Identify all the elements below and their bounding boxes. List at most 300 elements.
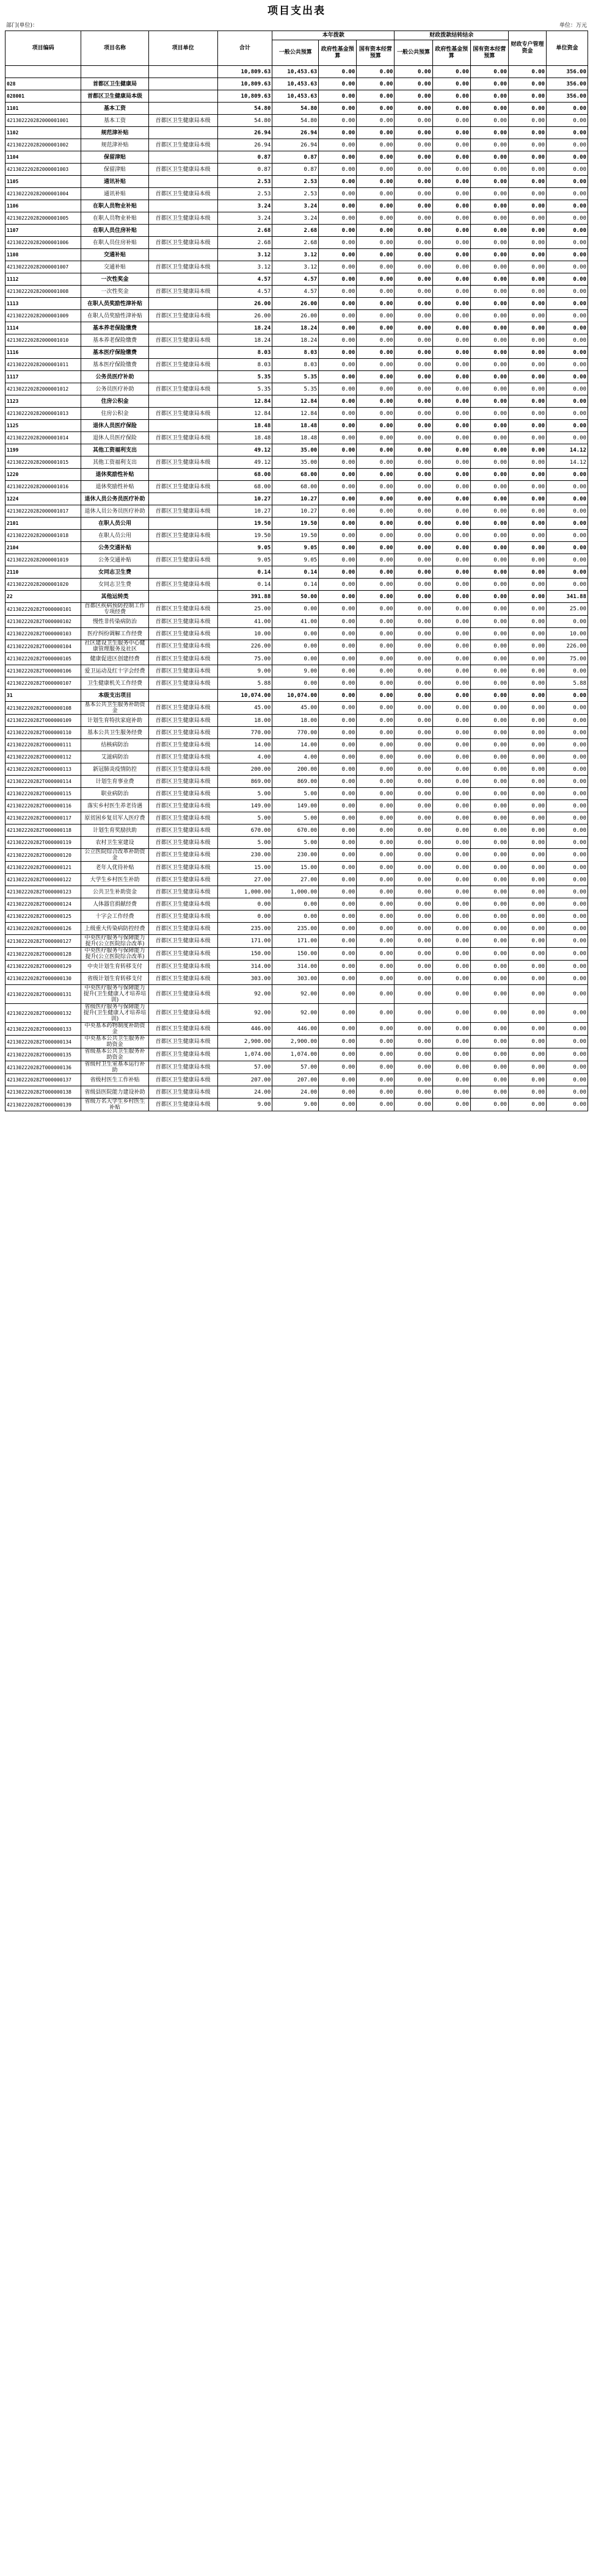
project-unit-cell: 首都区卫生健康局本级 (148, 139, 217, 151)
state-capital-cell: 0.00 (357, 334, 395, 347)
project-name-cell: 健康促进区创建经费 (81, 653, 148, 665)
table-row (5, 824, 588, 837)
project-unit-cell: 首都区卫生健康局本级 (148, 715, 217, 727)
unit-funds-cell: 0.00 (547, 727, 588, 739)
fiscal-special-cell: 0.00 (508, 1086, 546, 1099)
table-row (5, 164, 588, 176)
state-capital-cell: 0.00 (357, 383, 395, 395)
carryover-state-capital-cell: 0.00 (470, 164, 508, 176)
unit-funds-cell: 0.00 (547, 200, 588, 212)
col-c-state-capital-header: 国有资本经营预算 (470, 40, 508, 66)
total-cell: 770.00 (217, 727, 272, 739)
state-capital-cell: 0.00 (357, 212, 395, 225)
carryover-general-cell: 0.00 (395, 237, 432, 249)
project-unit-cell (148, 469, 217, 481)
project-name-cell: 公务员医疗补助 (81, 371, 148, 383)
project-code-cell: 1106 (5, 200, 81, 212)
carryover-general-cell: 0.00 (395, 837, 432, 849)
project-unit-cell (148, 444, 217, 456)
table-row (5, 603, 588, 616)
general-budget-cell: 54.80 (272, 115, 319, 127)
carryover-general-cell: 0.00 (395, 261, 432, 273)
project-name-cell: 退休人员公务员医疗补助 (81, 505, 148, 518)
unit-funds-cell: 0.00 (547, 886, 588, 898)
carryover-state-capital-cell: 0.00 (470, 225, 508, 237)
table-row (5, 1074, 588, 1086)
col-c-gov-fund-header: 政府性基金预算 (432, 40, 470, 66)
general-budget-cell: 68.00 (272, 481, 319, 493)
state-capital-cell: 0.00 (357, 261, 395, 273)
state-capital-cell: 0.00 (357, 188, 395, 200)
project-unit-cell: 首都区卫生健康局本级 (148, 911, 217, 923)
gov-fund-cell: 0.00 (319, 530, 357, 542)
general-budget-cell: 14.00 (272, 739, 319, 751)
col-total-header: 合计 (217, 31, 272, 66)
fiscal-special-cell: 0.00 (508, 347, 546, 359)
project-name-cell: 退休人员公务员医疗补助 (81, 493, 148, 505)
state-capital-cell: 0.00 (357, 911, 395, 923)
state-capital-cell: 0.00 (357, 751, 395, 763)
carryover-state-capital-cell: 0.00 (470, 948, 508, 961)
project-code-cell: 421302220282T000000138 (5, 1086, 81, 1099)
carryover-general-cell: 0.00 (395, 456, 432, 469)
table-row (5, 334, 588, 347)
carryover-gov-fund-cell: 0.00 (432, 640, 470, 653)
total-cell: 10.27 (217, 505, 272, 518)
unit-funds-cell: 0.00 (547, 286, 588, 298)
project-code-cell: 421302220282T000000122 (5, 874, 81, 886)
fiscal-special-cell: 0.00 (508, 911, 546, 923)
state-capital-cell: 0.00 (357, 518, 395, 530)
unit-funds-cell: 14.12 (547, 456, 588, 469)
carryover-general-cell: 0.00 (395, 383, 432, 395)
carryover-gov-fund-cell: 0.00 (432, 66, 470, 78)
project-code-cell: 421302220282T000000111 (5, 739, 81, 751)
total-cell: 15.00 (217, 862, 272, 874)
project-name-cell: 首都区卫生健康局本级 (81, 90, 148, 103)
gov-fund-cell: 0.00 (319, 237, 357, 249)
project-unit-cell: 首都区卫生健康局本级 (148, 849, 217, 862)
project-unit-cell: 首都区卫生健康局本级 (148, 1074, 217, 1086)
gov-fund-cell: 0.00 (319, 493, 357, 505)
project-unit-cell: 首都区卫生健康局本级 (148, 886, 217, 898)
col-fiscal-special-header: 财政专户管理资金 (508, 31, 546, 66)
total-cell: 1,000.00 (217, 886, 272, 898)
project-name-cell: 基本医疗保险缴费 (81, 347, 148, 359)
carryover-general-cell: 0.00 (395, 432, 432, 444)
carryover-state-capital-cell: 0.00 (470, 261, 508, 273)
carryover-gov-fund-cell: 0.00 (432, 493, 470, 505)
project-code-cell: 421302220282000001004 (5, 188, 81, 200)
state-capital-cell: 0.00 (357, 628, 395, 640)
table-summary-row (5, 347, 588, 359)
project-unit-cell (148, 542, 217, 554)
state-capital-cell: 0.00 (357, 395, 395, 408)
carryover-general-cell: 0.00 (395, 677, 432, 690)
state-capital-cell: 0.00 (357, 653, 395, 665)
general-budget-cell: 9.00 (272, 1099, 319, 1111)
project-name-cell: 住房公积金 (81, 408, 148, 420)
carryover-general-cell: 0.00 (395, 469, 432, 481)
total-cell: 4.57 (217, 286, 272, 298)
gov-fund-cell: 0.00 (319, 640, 357, 653)
state-capital-cell: 0.00 (357, 456, 395, 469)
carryover-general-cell: 0.00 (395, 554, 432, 566)
general-budget-cell: 9.05 (272, 542, 319, 554)
total-cell: 171.00 (217, 935, 272, 948)
carryover-gov-fund-cell: 0.00 (432, 874, 470, 886)
project-name-cell: 省级县医院能力建设补助 (81, 1086, 148, 1099)
state-capital-cell: 0.00 (357, 310, 395, 322)
project-unit-cell (148, 298, 217, 310)
gov-fund-cell: 0.00 (319, 408, 357, 420)
carryover-general-cell: 0.00 (395, 408, 432, 420)
fiscal-special-cell: 0.00 (508, 493, 546, 505)
project-code-cell: 31 (5, 690, 81, 702)
total-cell: 26.00 (217, 310, 272, 322)
carryover-state-capital-cell: 0.00 (470, 347, 508, 359)
project-unit-cell: 首都区卫生健康局本级 (148, 554, 217, 566)
unit-funds-cell: 0.00 (547, 310, 588, 322)
general-budget-cell: 35.00 (272, 456, 319, 469)
unit-funds-cell: 0.00 (547, 739, 588, 751)
project-name-cell: 中央基本公共卫生服务补助资金 (81, 1036, 148, 1048)
state-capital-cell: 0.00 (357, 273, 395, 286)
project-code-cell: 421302220282T000000117 (5, 812, 81, 824)
project-code-cell: 2104 (5, 542, 81, 554)
project-code-cell: 421302220282T000000131 (5, 985, 81, 1004)
project-name-cell: 省级基本公共卫生服务补助资金 (81, 1048, 148, 1061)
gov-fund-cell: 0.00 (319, 225, 357, 237)
fiscal-special-cell: 0.00 (508, 985, 546, 1004)
carryover-general-cell: 0.00 (395, 115, 432, 127)
carryover-gov-fund-cell: 0.00 (432, 690, 470, 702)
gov-fund-cell: 0.00 (319, 776, 357, 788)
total-cell: 3.24 (217, 200, 272, 212)
carryover-general-cell: 0.00 (395, 776, 432, 788)
general-budget-cell: 5.00 (272, 812, 319, 824)
project-unit-cell: 首都区卫生健康局本级 (148, 432, 217, 444)
total-cell: 9.05 (217, 542, 272, 554)
carryover-general-cell: 0.00 (395, 665, 432, 677)
carryover-gov-fund-cell: 0.00 (432, 973, 470, 985)
project-code-cell: 421302220282T000000113 (5, 763, 81, 776)
col-state-capital-header: 国有资本经营预算 (357, 40, 395, 66)
general-budget-cell: 10,453.63 (272, 90, 319, 103)
unit-funds-cell: 0.00 (547, 249, 588, 261)
gov-fund-cell: 0.00 (319, 1023, 357, 1036)
total-cell: 0.14 (217, 579, 272, 591)
carryover-state-capital-cell: 0.00 (470, 961, 508, 973)
total-cell: 207.00 (217, 1074, 272, 1086)
table-row (5, 456, 588, 469)
project-code-cell: 421302220282T000000120 (5, 849, 81, 862)
table-summary-row (5, 322, 588, 334)
fiscal-special-cell: 0.00 (508, 923, 546, 935)
table-row (5, 505, 588, 518)
gov-fund-cell: 0.00 (319, 973, 357, 985)
carryover-general-cell: 0.00 (395, 788, 432, 800)
fiscal-special-cell: 0.00 (508, 371, 546, 383)
state-capital-cell: 0.00 (357, 935, 395, 948)
project-name-cell: 大学生乡村医生补助 (81, 874, 148, 886)
carryover-general-cell: 0.00 (395, 874, 432, 886)
total-cell: 2.53 (217, 176, 272, 188)
carryover-state-capital-cell: 0.00 (470, 898, 508, 911)
gov-fund-cell: 0.00 (319, 542, 357, 554)
carryover-state-capital-cell: 0.00 (470, 923, 508, 935)
gov-fund-cell: 0.00 (319, 395, 357, 408)
carryover-gov-fund-cell: 0.00 (432, 383, 470, 395)
project-unit-cell: 首都区卫生健康局本级 (148, 776, 217, 788)
general-budget-cell: 3.24 (272, 212, 319, 225)
carryover-state-capital-cell: 0.00 (470, 176, 508, 188)
carryover-state-capital-cell: 0.00 (470, 286, 508, 298)
table-row (5, 665, 588, 677)
gov-fund-cell: 0.00 (319, 603, 357, 616)
unit-funds-cell: 0.00 (547, 1086, 588, 1099)
total-cell: 18.24 (217, 334, 272, 347)
budget-group-header: 本年拨款 (272, 31, 395, 40)
project-code-cell: 421302220282T000000121 (5, 862, 81, 874)
carryover-general-cell: 0.00 (395, 824, 432, 837)
table-row (5, 985, 588, 1004)
unit-funds-cell: 75.00 (547, 653, 588, 665)
fiscal-special-cell: 0.00 (508, 444, 546, 456)
project-unit-cell: 首都区卫生健康局本级 (148, 616, 217, 628)
carryover-general-cell: 0.00 (395, 812, 432, 824)
state-capital-cell: 0.00 (357, 1099, 395, 1111)
carryover-state-capital-cell: 0.00 (470, 493, 508, 505)
unit-funds-cell: 0.00 (547, 334, 588, 347)
gov-fund-cell: 0.00 (319, 298, 357, 310)
carryover-gov-fund-cell: 0.00 (432, 200, 470, 212)
state-capital-cell: 0.00 (357, 886, 395, 898)
total-cell: 5.00 (217, 837, 272, 849)
table-summary-row (5, 591, 588, 603)
carryover-gov-fund-cell: 0.00 (432, 665, 470, 677)
fiscal-special-cell: 0.00 (508, 1048, 546, 1061)
fiscal-special-cell: 0.00 (508, 1099, 546, 1111)
carryover-general-cell: 0.00 (395, 90, 432, 103)
project-name-cell: 中央计划生育转移支付 (81, 961, 148, 973)
general-budget-cell: 18.24 (272, 334, 319, 347)
project-code-cell: 1104 (5, 151, 81, 164)
project-unit-cell: 首都区卫生健康局本级 (148, 653, 217, 665)
carryover-gov-fund-cell: 0.00 (432, 164, 470, 176)
project-code-cell: 1220 (5, 469, 81, 481)
carryover-gov-fund-cell: 0.00 (432, 1074, 470, 1086)
carryover-general-cell: 0.00 (395, 371, 432, 383)
project-code-cell: 1117 (5, 371, 81, 383)
project-unit-cell: 首都区卫生健康局本级 (148, 1086, 217, 1099)
gov-fund-cell: 0.00 (319, 727, 357, 739)
project-name-cell: 在职人员住房补贴 (81, 225, 148, 237)
state-capital-cell: 0.00 (357, 78, 395, 90)
carryover-general-cell: 0.00 (395, 359, 432, 371)
state-capital-cell: 0.00 (357, 1023, 395, 1036)
general-budget-cell: 303.00 (272, 973, 319, 985)
project-name-cell: 公立医院综合改革补助资金 (81, 849, 148, 862)
general-budget-cell: 1,000.00 (272, 886, 319, 898)
total-cell: 869.00 (217, 776, 272, 788)
unit-funds-cell: 0.00 (547, 151, 588, 164)
project-name-cell: 基本养老保险缴费 (81, 334, 148, 347)
project-code-cell: 028001 (5, 90, 81, 103)
carryover-general-cell: 0.00 (395, 579, 432, 591)
project-unit-cell (148, 78, 217, 90)
state-capital-cell: 0.00 (357, 874, 395, 886)
fiscal-special-cell: 0.00 (508, 66, 546, 78)
project-unit-cell (148, 90, 217, 103)
total-cell: 45.00 (217, 702, 272, 715)
project-name-cell: 上级重大传染病防控经费 (81, 923, 148, 935)
table-row (5, 640, 588, 653)
general-budget-cell: 26.94 (272, 127, 319, 139)
total-cell: 10,074.00 (217, 690, 272, 702)
project-name-cell: 公务交通补贴 (81, 542, 148, 554)
general-budget-cell: 26.94 (272, 139, 319, 151)
page-title: 项目支出表 (267, 5, 326, 17)
project-name-cell: 通讯补贴 (81, 176, 148, 188)
fiscal-special-cell: 0.00 (508, 103, 546, 115)
state-capital-cell: 0.00 (357, 151, 395, 164)
carryover-gov-fund-cell: 0.00 (432, 886, 470, 898)
carryover-state-capital-cell: 0.00 (470, 90, 508, 103)
carryover-state-capital-cell: 0.00 (470, 763, 508, 776)
gov-fund-cell: 0.00 (319, 1099, 357, 1111)
table-row (5, 923, 588, 935)
fiscal-special-cell: 0.00 (508, 862, 546, 874)
project-code-cell: 421302220282T000000112 (5, 751, 81, 763)
fiscal-special-cell: 0.00 (508, 310, 546, 322)
project-name-cell: 计划生育特扶家庭补助 (81, 715, 148, 727)
gov-fund-cell: 0.00 (319, 334, 357, 347)
carryover-state-capital-cell: 0.00 (470, 127, 508, 139)
carryover-general-cell: 0.00 (395, 176, 432, 188)
project-name-cell: 十字会工作经费 (81, 911, 148, 923)
table-row (5, 530, 588, 542)
project-code-cell: 2110 (5, 566, 81, 579)
fiscal-special-cell: 0.00 (508, 727, 546, 739)
carryover-state-capital-cell: 0.00 (470, 518, 508, 530)
carryover-state-capital-cell: 0.00 (470, 1023, 508, 1036)
general-budget-cell: 26.00 (272, 310, 319, 322)
project-name-cell: 公务交通补贴 (81, 554, 148, 566)
project-name-cell: 在职人员住房补贴 (81, 237, 148, 249)
carryover-gov-fund-cell: 0.00 (432, 837, 470, 849)
carryover-general-cell: 0.00 (395, 420, 432, 432)
project-unit-cell: 首都区卫生健康局本级 (148, 739, 217, 751)
total-cell: 200.00 (217, 763, 272, 776)
project-code-cell: 421302220282T000000127 (5, 935, 81, 948)
carryover-state-capital-cell: 0.00 (470, 188, 508, 200)
fiscal-special-cell: 0.00 (508, 188, 546, 200)
unit-funds-cell: 0.00 (547, 923, 588, 935)
unit-funds-cell: 0.00 (547, 493, 588, 505)
general-budget-cell: 8.03 (272, 359, 319, 371)
gov-fund-cell: 0.00 (319, 1074, 357, 1086)
state-capital-cell: 0.00 (357, 1048, 395, 1061)
project-name-cell: 省级计划生育转移支付 (81, 973, 148, 985)
unit-funds-cell: 5.88 (547, 677, 588, 690)
unit-funds-cell: 0.00 (547, 115, 588, 127)
carryover-state-capital-cell: 0.00 (470, 78, 508, 90)
total-cell: 0.87 (217, 151, 272, 164)
header-row-1 (5, 31, 588, 40)
table-row (5, 310, 588, 322)
gov-fund-cell: 0.00 (319, 420, 357, 432)
state-capital-cell: 0.00 (357, 973, 395, 985)
carryover-state-capital-cell: 0.00 (470, 973, 508, 985)
project-name-cell: 职业病防治 (81, 788, 148, 800)
project-unit-cell: 首都区卫生健康局本级 (148, 898, 217, 911)
unit-funds-cell: 0.00 (547, 1074, 588, 1086)
carryover-general-cell: 0.00 (395, 1036, 432, 1048)
gov-fund-cell: 0.00 (319, 961, 357, 973)
project-unit-cell (148, 395, 217, 408)
carryover-gov-fund-cell: 0.00 (432, 334, 470, 347)
table-row (5, 1048, 588, 1061)
unit-funds-cell: 0.00 (547, 579, 588, 591)
carryover-state-capital-cell: 0.00 (470, 677, 508, 690)
project-name-cell: 在职人员公用 (81, 518, 148, 530)
gov-fund-cell: 0.00 (319, 1004, 357, 1023)
total-cell: 149.00 (217, 800, 272, 812)
carryover-state-capital-cell: 0.00 (470, 456, 508, 469)
table-summary-row (5, 420, 588, 432)
unit-funds-cell: 0.00 (547, 702, 588, 715)
unit-funds-cell: 0.00 (547, 935, 588, 948)
general-budget-cell: 2.53 (272, 188, 319, 200)
state-capital-cell: 0.00 (357, 702, 395, 715)
carryover-gov-fund-cell: 0.00 (432, 261, 470, 273)
total-cell: 92.00 (217, 1004, 272, 1023)
general-budget-cell: 0.14 (272, 579, 319, 591)
project-name-cell: 其他工资福利支出 (81, 444, 148, 456)
state-capital-cell: 0.00 (357, 249, 395, 261)
unit-funds-cell: 0.00 (547, 961, 588, 973)
carryover-gov-fund-cell: 0.00 (432, 518, 470, 530)
project-name-cell: 新冠肺炎疫情防控 (81, 763, 148, 776)
unit-funds-cell: 0.00 (547, 1099, 588, 1111)
carryover-gov-fund-cell: 0.00 (432, 395, 470, 408)
project-code-cell: 421302220282T000000132 (5, 1004, 81, 1023)
general-budget-cell: 314.00 (272, 961, 319, 973)
unit-funds-cell: 0.00 (547, 383, 588, 395)
general-budget-cell: 5.00 (272, 837, 319, 849)
total-cell: 54.80 (217, 115, 272, 127)
unit-funds-cell: 10.00 (547, 628, 588, 640)
carryover-general-cell: 0.00 (395, 616, 432, 628)
state-capital-cell: 0.00 (357, 739, 395, 751)
carryover-gov-fund-cell: 0.00 (432, 776, 470, 788)
project-code-cell: 421302220282T000000133 (5, 1023, 81, 1036)
project-name-cell: 计划生育事业费 (81, 776, 148, 788)
total-cell: 2.68 (217, 225, 272, 237)
total-cell: 5.00 (217, 812, 272, 824)
general-budget-cell: 0.87 (272, 151, 319, 164)
carryover-state-capital-cell: 0.00 (470, 481, 508, 493)
fiscal-special-cell: 0.00 (508, 776, 546, 788)
table-row (5, 237, 588, 249)
total-cell: 9.00 (217, 1099, 272, 1111)
carryover-general-cell: 0.00 (395, 286, 432, 298)
project-unit-cell: 首都区卫生健康局本级 (148, 973, 217, 985)
project-unit-cell: 首都区卫生健康局本级 (148, 164, 217, 176)
carryover-state-capital-cell: 0.00 (470, 554, 508, 566)
carryover-general-cell: 0.00 (395, 505, 432, 518)
